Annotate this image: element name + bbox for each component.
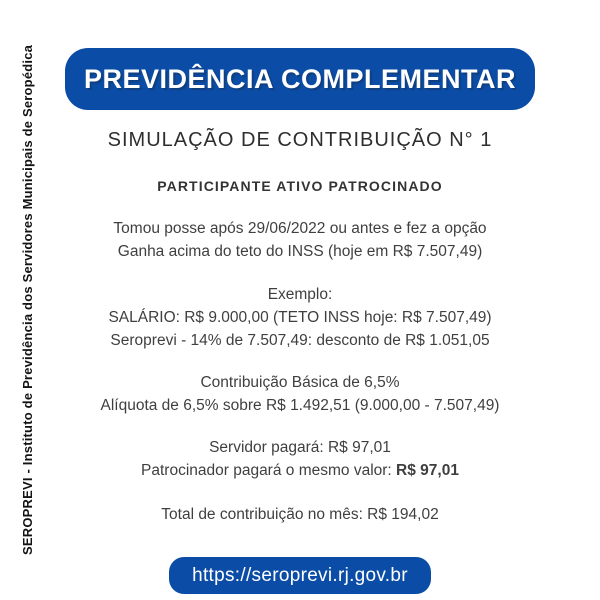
example-salary-line: SALÁRIO: R$ 9.000,00 (TETO INSS hoje: R$ 7.507,49): [108, 309, 492, 326]
basic-contribution-paragraph: [62, 371, 538, 417]
servidor-payment-line: Servidor pagará: R$ 97,01: [209, 439, 391, 456]
patrocinador-payment-value: R$ 97,01: [396, 462, 459, 479]
content-column: [62, 0, 538, 594]
website-url-button[interactable]: [169, 557, 431, 594]
eligibility-line-1: Tomou posse após 29/06/2022 ou antes e fez a opção: [113, 220, 487, 237]
total-contribution-text: Total de contribuição no mês: R$ 194,02: [161, 506, 439, 523]
example-heading: Exemplo:: [267, 286, 333, 303]
example-paragraph: [62, 283, 538, 352]
eligibility-line-2: Ganha acima do teto do INSS (hoje em R$ 7.507,49): [117, 243, 483, 260]
eligibility-paragraph: [62, 217, 538, 263]
participant-type-subtitle: PARTICIPANTE ATIVO PATROCINADO: [157, 178, 443, 194]
simulation-title: SIMULAÇÃO DE CONTRIBUIÇÃO N° 1: [107, 129, 493, 151]
basic-contribution-detail: Alíquota de 6,5% sobre R$ 1.492,51 (9.000,00 - 7.507,49): [100, 397, 500, 414]
example-discount-line: Seroprevi - 14% de 7.507,49: desconto de R$ 1.051,05: [110, 332, 490, 349]
patrocinador-payment-line: [62, 459, 538, 482]
banner-title: PREVIDÊNCIA COMPLEMENTAR: [83, 63, 517, 94]
payments-paragraph: [62, 436, 538, 482]
banner-previdencia-complementar: [65, 48, 535, 110]
patrocinador-payment-label: Patrocinador pagará o mesmo valor:: [141, 462, 392, 479]
website-url-label: https://seroprevi.rj.gov.br: [192, 564, 408, 586]
vertical-brand-text: SEROPREVI - Instituto de Previdência dos Servidores Municipais de Seropédica: [20, 44, 35, 556]
total-contribution-line: [62, 503, 538, 526]
basic-contribution-heading: Contribuição Básica de 6,5%: [200, 374, 400, 391]
